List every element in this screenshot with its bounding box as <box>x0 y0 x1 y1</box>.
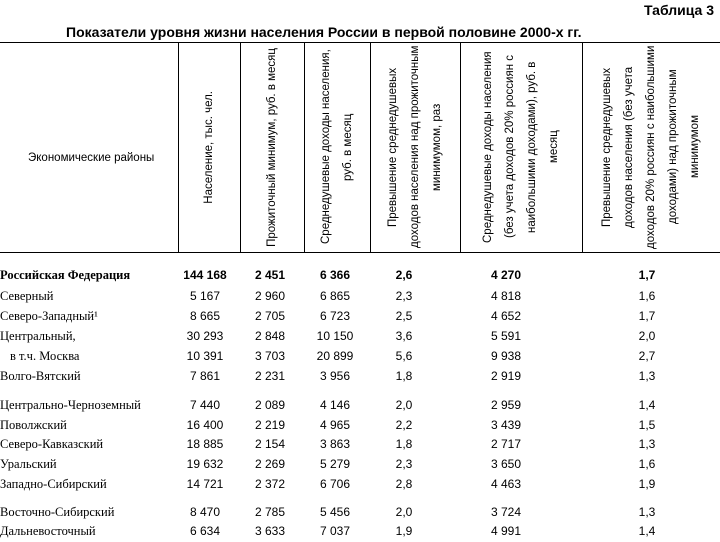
cell-ratio: 2,3 <box>395 457 413 471</box>
cell-subsistence: 2 960 <box>254 289 286 303</box>
region-name: Российская Федерация <box>0 268 131 282</box>
cell-ratio-excl: 1,4 <box>638 524 656 538</box>
cell-population: 14 721 <box>186 477 224 491</box>
cell-ratio-excl: 2,0 <box>638 329 656 343</box>
cell-population: 7 861 <box>189 369 221 383</box>
cell-income-excl: 4 818 <box>490 289 522 303</box>
cell-income: 6 706 <box>319 477 351 491</box>
cell-population: 16 400 <box>186 418 224 432</box>
cell-population: 7 440 <box>189 398 221 412</box>
cell-income: 6 865 <box>319 289 351 303</box>
cell-population: 18 885 <box>186 437 224 451</box>
column-divider <box>304 42 305 252</box>
cell-income: 3 956 <box>319 369 351 383</box>
region-name: Дальневосточный <box>0 524 96 538</box>
cell-income-excl: 9 938 <box>490 349 522 363</box>
table-row <box>0 307 720 327</box>
column-header-population: Население, тыс. чел. <box>203 90 215 204</box>
page-title: Показатели уровня жизни населения России в первой половине 2000-х гг. <box>66 24 582 40</box>
table-row <box>0 396 720 416</box>
cell-population: 144 168 <box>183 268 227 282</box>
cell-income: 7 037 <box>319 524 351 538</box>
table-row <box>0 416 720 436</box>
cell-subsistence: 2 089 <box>254 398 286 412</box>
cell-income: 20 899 <box>316 349 354 363</box>
cell-income-excl: 3 439 <box>490 418 522 432</box>
table-number: Таблица 3 <box>643 2 714 18</box>
cell-income-excl: 3 724 <box>490 505 522 519</box>
cell-ratio-excl: 1,4 <box>638 398 656 412</box>
region-name: Волго-Вятский <box>0 369 81 383</box>
table-row <box>0 503 720 523</box>
cell-ratio: 2,0 <box>395 505 413 519</box>
column-divider <box>460 42 461 252</box>
header-top-rule <box>0 42 720 43</box>
table-row <box>0 475 720 495</box>
region-name: Северо-Западный¹ <box>0 309 98 323</box>
cell-income: 6 366 <box>319 268 351 282</box>
cell-population: 6 634 <box>189 524 221 538</box>
table-row <box>0 367 720 387</box>
cell-population: 8 470 <box>189 505 221 519</box>
region-name: Центральный, <box>0 329 76 343</box>
cell-ratio: 3,6 <box>395 329 413 343</box>
cell-subsistence: 2 785 <box>254 505 286 519</box>
cell-ratio: 1,8 <box>395 437 413 451</box>
region-name: Северный <box>0 289 54 303</box>
cell-ratio-excl: 1,6 <box>638 289 656 303</box>
header-bottom-rule <box>0 252 720 253</box>
table-row <box>0 347 720 367</box>
cell-ratio-excl: 1,3 <box>638 369 656 383</box>
cell-ratio-excl: 1,5 <box>638 418 656 432</box>
cell-ratio-excl: 1,3 <box>638 505 656 519</box>
cell-subsistence: 2 451 <box>254 268 286 282</box>
region-name: Центрально-Черноземный <box>0 398 141 412</box>
cell-subsistence: 2 705 <box>254 309 286 323</box>
cell-ratio-excl: 2,7 <box>638 349 656 363</box>
cell-population: 8 665 <box>189 309 221 323</box>
column-divider <box>178 42 179 252</box>
cell-subsistence: 3 703 <box>254 349 286 363</box>
column-divider <box>240 42 241 252</box>
cell-population: 10 391 <box>186 349 224 363</box>
column-divider <box>370 42 371 252</box>
cell-ratio-excl: 1,3 <box>638 437 656 451</box>
cell-ratio: 2,3 <box>395 289 413 303</box>
cell-income-excl: 2 959 <box>490 398 522 412</box>
cell-population: 30 293 <box>186 329 224 343</box>
table-row <box>0 435 720 455</box>
cell-subsistence: 2 219 <box>254 418 286 432</box>
column-header-income-excl-ratio: Превышение среднедушевых доходов населения (без учета доходов 20% россиян с наибольшими доходами) над прожиточным минимумом <box>601 45 701 249</box>
cell-ratio: 1,8 <box>395 369 413 383</box>
column-header-regions: Экономические районы <box>28 152 155 164</box>
table-row <box>0 455 720 475</box>
cell-subsistence: 3 633 <box>254 524 286 538</box>
cell-ratio-excl: 1,7 <box>638 268 656 282</box>
cell-ratio: 2,8 <box>395 477 413 491</box>
cell-ratio: 2,6 <box>395 268 413 282</box>
cell-ratio: 1,9 <box>395 524 413 538</box>
cell-ratio: 2,2 <box>395 418 413 432</box>
region-name: Восточно-Сибирский <box>0 505 115 519</box>
cell-ratio: 5,6 <box>395 349 413 363</box>
cell-ratio: 2,0 <box>395 398 413 412</box>
cell-income-excl: 4 463 <box>490 477 522 491</box>
cell-income-excl: 4 991 <box>490 524 522 538</box>
cell-income: 4 965 <box>319 418 351 432</box>
column-header-subsistence: Прожиточный минимум, руб. в месяц <box>266 47 278 247</box>
cell-population: 5 167 <box>189 289 221 303</box>
table-row <box>0 327 720 347</box>
cell-ratio: 2,5 <box>395 309 413 323</box>
cell-income: 5 279 <box>319 457 351 471</box>
cell-income-excl: 4 652 <box>490 309 522 323</box>
cell-ratio-excl: 1,6 <box>638 457 656 471</box>
cell-subsistence: 2 269 <box>254 457 286 471</box>
table-row <box>0 266 720 286</box>
cell-income-excl: 2 919 <box>490 369 522 383</box>
cell-ratio-excl: 1,9 <box>638 477 656 491</box>
cell-income: 6 723 <box>319 309 351 323</box>
cell-income: 4 146 <box>319 398 351 412</box>
cell-subsistence: 2 154 <box>254 437 286 451</box>
cell-subsistence: 2 372 <box>254 477 286 491</box>
cell-subsistence: 2 848 <box>254 329 286 343</box>
table-row <box>0 287 720 307</box>
cell-income: 3 863 <box>319 437 351 451</box>
cell-income-excl: 5 591 <box>490 329 522 343</box>
column-divider <box>582 42 583 252</box>
cell-income-excl: 3 650 <box>490 457 522 471</box>
cell-income: 10 150 <box>316 329 354 343</box>
column-header-income-ratio: Превышение среднедушевых доходов населения над прожиточным минимумом, раз <box>387 45 443 249</box>
table-row <box>0 522 720 542</box>
cell-subsistence: 2 231 <box>254 369 286 383</box>
region-name: Поволжский <box>0 418 67 432</box>
region-name: в т.ч. Москва <box>10 349 80 363</box>
column-header-income-excl: Среднедушевые доходы населения (без учета доходов 20% россиян с наибольшими доходами), руб. в месяц <box>482 51 560 243</box>
region-name: Западно-Сибирский <box>0 477 107 491</box>
region-name: Северо-Кавказский <box>0 437 104 451</box>
cell-income-excl: 2 717 <box>490 437 522 451</box>
column-header-income: Среднедушевые доходы населения, руб. в месяц <box>320 49 354 245</box>
cell-income: 5 456 <box>319 505 351 519</box>
cell-income-excl: 4 270 <box>490 268 522 282</box>
cell-population: 19 632 <box>186 457 224 471</box>
cell-ratio-excl: 1,7 <box>638 309 656 323</box>
region-name: Уральский <box>0 457 57 471</box>
